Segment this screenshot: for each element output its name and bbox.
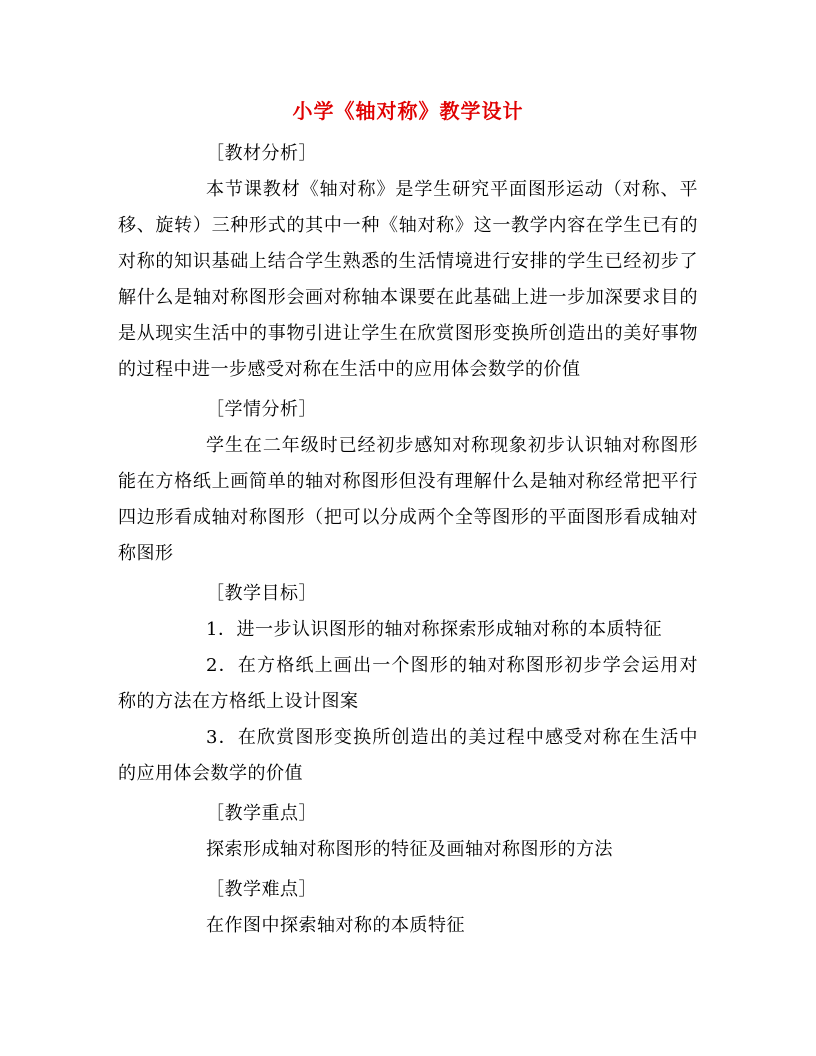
section-heading-goals: ［教学目标］ [206,583,317,604]
document-title: 小学《轴对称》教学设计 [292,99,524,123]
section-goals [118,576,698,792]
section-difficulties [118,872,698,944]
section-heading-students: ［学情分析］ [206,399,317,420]
goal-item-3: 3．在欣赏图形变换所创造出的美过程中感受对称在生活中的应用体会数学的价值 [118,727,698,784]
section-heading-material: ［教材分析］ [206,143,317,164]
section-text-difficulties: 在作图中探索轴对称的本质特征 [206,915,465,936]
document-body [118,136,698,948]
goal-item-2: 2．在方格纸上画出一个图形的轴对称图形初步学会运用对称的方法在方格纸上设计图案 [118,655,698,712]
section-text-key-points: 探索形成轴对称图形的特征及画轴对称图形的方法 [206,839,613,860]
section-heading-difficulties: ［教学难点］ [206,879,317,900]
goal-item-1: 1．进一步认识图形的轴对称探索形成轴对称的本质特征 [206,619,662,640]
section-material [118,136,698,388]
section-text-students: 学生在二年级时已经初步感知对称现象初步认识轴对称图形能在方格纸上画简单的轴对称图形但没有理解什么是轴对称经常把平行四边形看成轴对称图形（把可以分成两个全等图形的平面图形看成轴对称图形 [118,435,698,564]
section-heading-key-points: ［教学重点］ [206,803,317,824]
section-text-material: 本节课教材《轴对称》是学生研究平面图形运动（对称、平移、旋转）三种形式的其中一种《轴对称》这一教学内容在学生已有的对称的知识基础上结合学生熟悉的生活情境进行安排的学生已经初步了解什么是轴对称图形会画对称轴本课要在此基础上进一步加深要求目的是从现实生活中的事物引进让学生在欣赏图形变换所创造出的美好事物的过程中进一步感受对称在生活中的应用体会数学的价值 [118,179,698,380]
section-key-points [118,796,698,868]
section-students [118,392,698,572]
